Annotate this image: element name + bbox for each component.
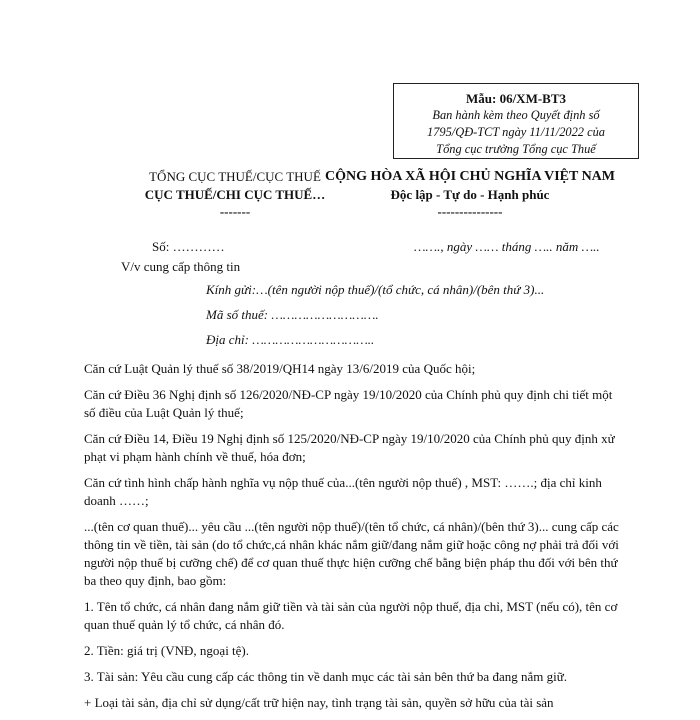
recipient-tax-code: Mã số thuế: ………………………. xyxy=(206,307,379,322)
legal-basis-2: Căn cứ Điều 36 Nghị định số 126/2020/NĐ-CP ngày 19/10/2020 của Chính phủ quy định chi tiết một số điều của Luật Quản lý thuế; xyxy=(84,387,613,420)
item-1: 1. Tên tổ chức, cá nhân đang nắm giữ tiền và tài sản của người nộp thuế, địa chỉ, MST (nếu có), tên cơ quan thuế quản lý tổ chức, cá nhân đó. xyxy=(84,599,618,632)
item-3-bullet: + Loại tài sản, địa chỉ sử dụng/cất trữ hiện nay, tình trạng tài sản, quyền sở hữu của tài sản xyxy=(84,695,554,710)
form-issuance-line-2: 1795/QĐ-TCT ngày 11/11/2022 của xyxy=(427,125,605,139)
national-motto: Độc lập - Tự do - Hạnh phúc xyxy=(390,187,550,202)
recipient-address: Địa chỉ: ………………………….. xyxy=(206,332,375,347)
form-code-box xyxy=(393,83,639,159)
form-issuance-line-3: Tổng cục trưởng Tổng cục Thuế xyxy=(436,142,596,156)
document-number: Số: ………… xyxy=(152,239,225,254)
document-date: ……., ngày …… tháng ….. năm ….. xyxy=(414,239,600,254)
legal-basis-4: Căn cứ tình hình chấp hành nghĩa vụ nộp thuế của...(tên người nộp thuế) , MST: …….; địa chỉ kinh doanh ……; xyxy=(84,475,602,508)
agency-name-lower: CỤC THUẾ/CHI CỤC THUẾ… xyxy=(144,187,326,202)
agency-separator: ------- xyxy=(219,204,251,219)
document-subject: V/v cung cấp thông tin xyxy=(121,259,241,274)
item-3: 3. Tài sản: Yêu cầu cung cấp các thông tin về danh mục các tài sản bên thứ ba đang nắm giữ. xyxy=(84,669,568,684)
request-paragraph: ...(tên cơ quan thuế)... yêu cầu ...(tên người nộp thuế)/(tên tổ chức, cá nhân)/(bên thứ 3)... cung cấp các thông tin về tiền, tài sản (do tổ chức,cá nhân khác nắm giữ/đang nắm giữ hoặc công nợ phải trả đối với người nộp thuế bị cưỡng chế) để cơ quan thuế thực hiện cưỡng chế bằng biện pháp thu đối với bên thứ ba theo quy định, bao gồm: xyxy=(84,519,619,588)
document-body xyxy=(84,360,624,720)
item-2: 2. Tiền: giá trị (VNĐ, ngoại tệ). xyxy=(84,643,250,658)
country-name: CỘNG HÒA XÃ HỘI CHỦ NGHĨA VIỆT NAM xyxy=(324,169,615,184)
national-motto-header xyxy=(300,168,640,220)
recipient-line: Kính gửi:…(tên người nộp thuế)/(tổ chức, cá nhân)/(bên thứ 3)... xyxy=(206,282,545,297)
motto-separator: --------------- xyxy=(437,204,503,219)
form-issuance-line-1: Ban hành kèm theo Quyết định số xyxy=(432,108,600,122)
legal-basis-1: Căn cứ Luật Quản lý thuế số 38/2019/QH14 ngày 13/6/2019 của Quốc hội; xyxy=(84,361,476,376)
form-code: Mẫu: 06/XM-BT3 xyxy=(465,91,567,106)
legal-basis-3: Căn cứ Điều 14, Điều 19 Nghị định số 125/2020/NĐ-CP ngày 19/10/2020 của Chính phủ quy định xử phạt vi phạm hành chính về thuế, hóa đơn; xyxy=(84,431,615,464)
agency-name-upper: TỔNG CỤC THUẾ/CỤC THUẾ xyxy=(149,169,321,184)
